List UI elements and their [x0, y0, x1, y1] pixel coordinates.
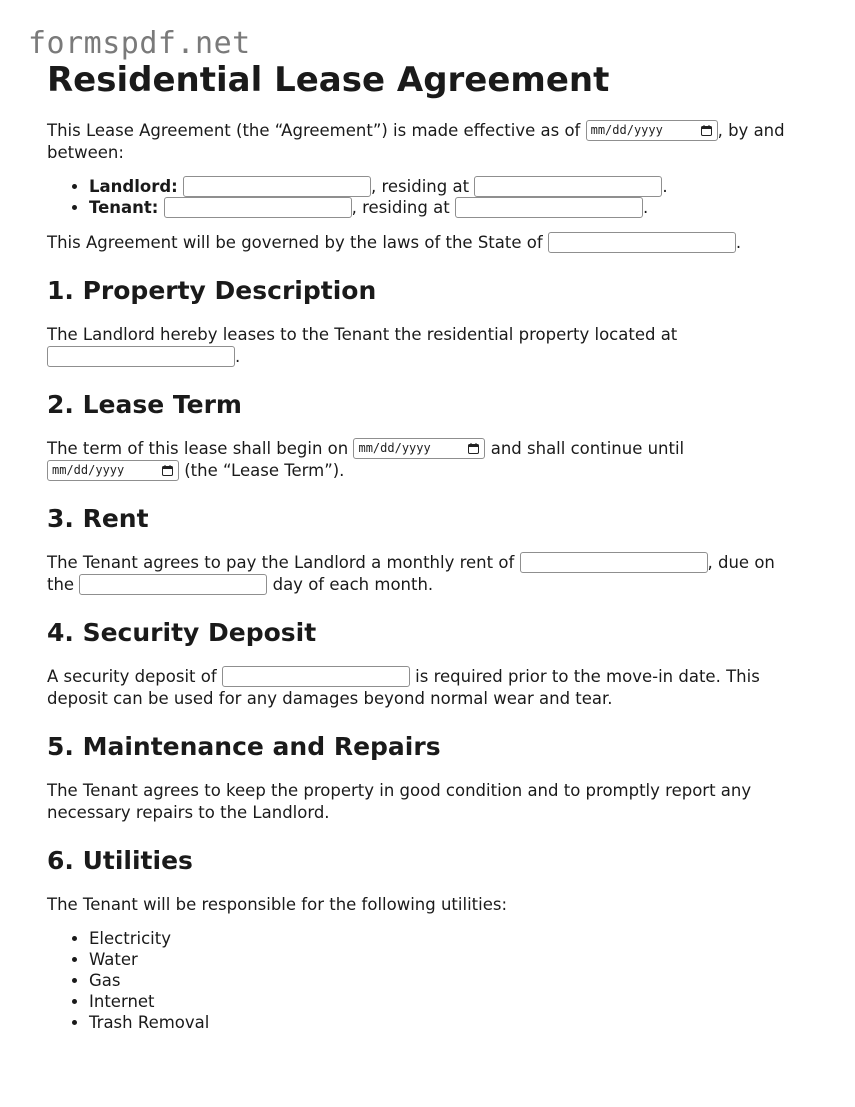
- document: [47, 60, 807, 1043]
- deposit-paragraph: [47, 666, 807, 710]
- tenant-residing-text: , residing at: [351, 198, 450, 217]
- landlord-label: Landlord:: [89, 177, 178, 196]
- term-text-before: The term of this lease shall begin on: [47, 439, 349, 458]
- governing-paragraph: [47, 232, 807, 254]
- tenant-name-field[interactable]: [164, 197, 352, 218]
- rent-text-middle: , due on the: [47, 553, 775, 594]
- calendar-icon: [162, 465, 173, 476]
- calendar-icon: [701, 125, 712, 136]
- deposit-amount-field[interactable]: [222, 666, 410, 687]
- rent-amount-field[interactable]: [520, 552, 708, 573]
- list-item: • Electricity: [89, 928, 807, 949]
- term-paragraph: [47, 438, 807, 482]
- landlord-period: .: [662, 177, 668, 196]
- tenant-label: Tenant:: [89, 198, 159, 217]
- tenant-item: [89, 197, 807, 218]
- date-placeholder: mm/dd/yyyy: [52, 463, 125, 477]
- utilities-paragraph: The Tenant will be responsible for the following utilities:: [47, 895, 508, 914]
- section-heading-maintenance: 5. Maintenance and Repairs: [47, 732, 441, 761]
- date-placeholder: mm/dd/yyyy: [358, 441, 431, 455]
- intro-text-after: , by and between:: [47, 121, 785, 162]
- governing-text: This Agreement will be governed by the laws of the State of: [47, 233, 543, 252]
- governing-period: .: [735, 233, 742, 252]
- deposit-text-after: is required prior to the move-in date. This deposit can be used for any damages beyond normal wear and tear.: [47, 667, 760, 708]
- intro-text-before: This Lease Agreement (the “Agreement”) is made effective as of: [47, 121, 581, 140]
- deposit-text-before: A security deposit of: [47, 667, 217, 686]
- term-text-middle: and shall continue until: [490, 439, 685, 458]
- tenant-address-field[interactable]: [455, 197, 643, 218]
- section-heading-term: 2. Lease Term: [47, 390, 242, 419]
- property-address-field[interactable]: [47, 346, 235, 367]
- rent-text-after: day of each month.: [272, 575, 434, 594]
- section-heading-deposit: 4. Security Deposit: [47, 618, 317, 647]
- list-item: • Trash Removal: [89, 1012, 807, 1033]
- tenant-period: .: [642, 198, 649, 217]
- landlord-address-field[interactable]: [474, 176, 662, 197]
- list-item: • Gas: [89, 970, 807, 991]
- utilities-list: [47, 928, 807, 1033]
- property-paragraph: [47, 324, 807, 368]
- rent-text-before: The Tenant agrees to pay the Landlord a monthly rent of: [47, 553, 515, 572]
- effective-date-input[interactable]: [586, 120, 718, 141]
- section-heading-property: 1. Property Description: [47, 276, 377, 305]
- property-text: The Landlord hereby leases to the Tenant the residential property located at: [47, 325, 678, 344]
- lease-end-date-input[interactable]: [47, 460, 179, 481]
- state-field[interactable]: [548, 232, 736, 253]
- maintenance-paragraph: The Tenant agrees to keep the property in good condition and to promptly report any necessary repairs to the Landlord.: [47, 781, 752, 822]
- intro-paragraph: [47, 120, 807, 164]
- date-placeholder: mm/dd/yyyy: [590, 123, 663, 137]
- section-heading-utilities: 6. Utilities: [47, 846, 193, 875]
- term-text-after: (the “Lease Term”).: [184, 461, 345, 480]
- rent-due-day-field[interactable]: [79, 574, 267, 595]
- lease-start-date-input[interactable]: [353, 438, 485, 459]
- list-item: • Internet: [89, 991, 807, 1012]
- section-heading-rent: 3. Rent: [47, 504, 149, 533]
- rent-paragraph: [47, 552, 807, 596]
- watermark: formspdf.net: [28, 26, 251, 61]
- list-item: • Water: [89, 949, 807, 970]
- page-title: Residential Lease Agreement: [47, 60, 610, 100]
- landlord-item: [89, 176, 807, 197]
- landlord-residing-text: , residing at: [371, 177, 470, 196]
- parties-list: [47, 176, 807, 218]
- landlord-name-field[interactable]: [183, 176, 371, 197]
- property-period: .: [235, 347, 241, 366]
- calendar-icon: [468, 443, 479, 454]
